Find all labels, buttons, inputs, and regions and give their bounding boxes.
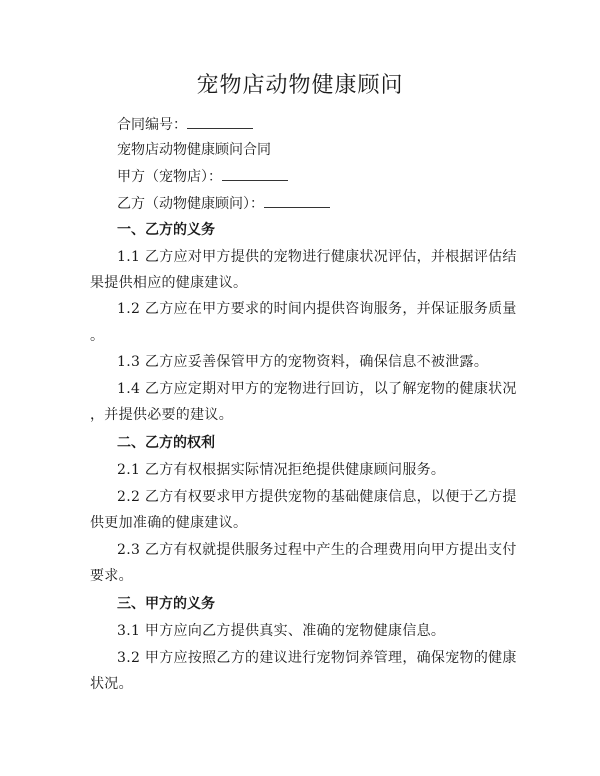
party-a-label: 甲方（宠物店）：: [117, 169, 222, 185]
clause-first-line: 2.2 乙方有权要求甲方提供宠物的基础健康信息，以便于乙方提: [117, 489, 517, 505]
clause-first-line: 1.3 乙方应妥善保管甲方的宠物资料，确保信息不被泄露。: [117, 354, 489, 370]
clause-first-line: 1.4 乙方应定期对甲方的宠物进行回访，以了解宠物的健康状况: [117, 381, 517, 397]
party-b-line: [117, 193, 330, 213]
clause-first-line: 1.2 乙方应在甲方要求的时间内提供咨询服务，并保证服务质量: [117, 301, 517, 317]
clause-rest-line: 供更加准确的健康建议。: [90, 515, 248, 531]
clause-rest-line: 果提供相应的健康建议。: [90, 275, 248, 291]
contract-number-line: [117, 114, 253, 134]
party-b-blank[interactable]: [264, 193, 330, 208]
clause-first-line: 3.1 甲方应向乙方提供真实、准确的宠物健康信息。: [117, 623, 446, 639]
clause-first-line: 3.2 甲方应按照乙方的建议进行宠物饲养管理，确保宠物的健康: [117, 650, 517, 666]
section-heading: 一、乙方的义务: [117, 222, 215, 238]
contract-number-label: 合同编号：: [117, 117, 187, 133]
clause-rest-line: 。: [90, 328, 105, 344]
party-a-line: [117, 166, 288, 186]
contract-name: 宠物店动物健康顾问合同: [117, 142, 271, 158]
clause-rest-line: ，并提供必要的建议。: [90, 407, 233, 423]
clause-first-line: 2.3 乙方有权就提供服务过程中产生的合理费用向甲方提出支付: [117, 542, 517, 558]
clause-rest-line: 状况。: [90, 676, 133, 692]
clause-first-line: 1.1 乙方应对甲方提供的宠物进行健康状况评估，并根据评估结: [117, 249, 517, 265]
clause-first-line: 2.1 乙方有权根据实际情况拒绝提供健康顾问服务。: [117, 462, 446, 478]
clause-rest-line: 要求。: [90, 568, 133, 584]
contract-number-blank[interactable]: [187, 114, 253, 129]
section-heading: 三、甲方的义务: [117, 596, 215, 612]
section-heading: 二、乙方的权利: [117, 435, 215, 451]
party-a-blank[interactable]: [222, 166, 288, 181]
party-b-label: 乙方（动物健康顾问）：: [117, 196, 264, 212]
document-title: 宠物店动物健康顾问: [196, 73, 404, 98]
